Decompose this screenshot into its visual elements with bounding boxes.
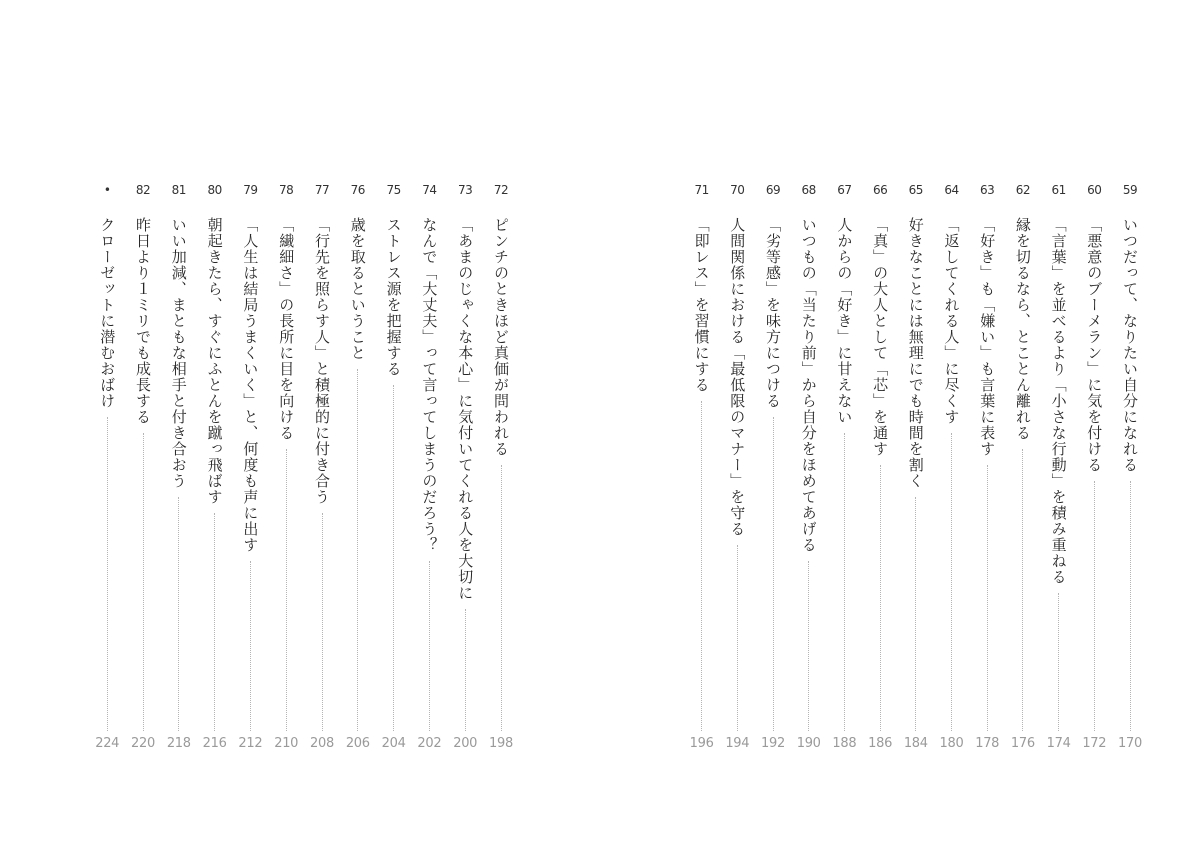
toc-entry-page-number: 212 (238, 736, 263, 751)
dotted-leader (357, 369, 358, 731)
dotted-leader (773, 417, 774, 731)
toc-entry[interactable] (166, 183, 192, 753)
toc-entry-page-number: 190 (796, 736, 821, 751)
toc-entry-number: 81 (171, 183, 186, 197)
dotted-leader (1130, 481, 1131, 731)
toc-entry-page-number: 210 (274, 736, 299, 751)
toc-entry[interactable] (273, 183, 299, 753)
dotted-leader (915, 497, 916, 731)
toc-entry[interactable] (974, 183, 1000, 753)
toc-entry-number: 68 (801, 183, 816, 197)
toc-entry-number: 69 (765, 183, 781, 197)
toc-entry[interactable] (416, 183, 442, 753)
dotted-leader (1094, 481, 1095, 731)
dotted-leader (701, 401, 702, 731)
toc-entry-number: 80 (207, 183, 222, 197)
toc-entry-title: 縁を切るなら、とことん離れる (1013, 217, 1032, 441)
toc-entry[interactable] (831, 183, 857, 753)
toc-entry[interactable] (237, 183, 263, 753)
toc-entry-number: 63 (980, 183, 995, 197)
toc-entry-number: 73 (458, 183, 473, 197)
toc-entry[interactable] (1117, 183, 1143, 753)
toc-entry-page-number: 172 (1082, 736, 1107, 751)
toc-entry[interactable] (452, 183, 478, 753)
right-page (600, 0, 1200, 868)
toc-entry-page-number: 180 (939, 736, 964, 751)
toc-entry[interactable] (488, 183, 514, 753)
dotted-leader (880, 465, 881, 731)
dotted-leader (1058, 593, 1059, 731)
toc-entry-title: 「繊細さ」の長所に目を向ける (277, 217, 296, 441)
toc-entry-title: いい加減、まともな相手と付き合おう (169, 217, 188, 489)
toc-entry-number: 71 (694, 183, 709, 197)
toc-entry-title: 「好き」も「嫌い」も言葉に表す (978, 217, 997, 457)
toc-entry-number: 67 (837, 183, 852, 197)
dotted-leader (429, 561, 430, 731)
toc-entry-title: 「返してくれる人」に尽くす (942, 217, 961, 425)
toc-entry-page-number: 196 (689, 736, 714, 751)
dotted-leader (987, 465, 988, 731)
toc-entry-title: 「即レス」を習慣にする (692, 217, 711, 393)
toc-entry[interactable] (689, 183, 715, 753)
dotted-leader (214, 513, 215, 731)
toc-entry-title: 「行先を照らす人」と積極的に付き合う (313, 217, 331, 505)
toc-entry[interactable] (724, 183, 750, 753)
toc-entry[interactable] (760, 183, 786, 753)
toc-entry-number: 75 (386, 183, 401, 197)
toc-entry-page-number: 192 (761, 736, 785, 751)
toc-entry[interactable] (345, 183, 371, 753)
toc-entry-number: 64 (944, 183, 959, 197)
toc-entry-title: 昨日より１ミリでも成長する (134, 217, 152, 425)
dotted-leader (107, 417, 108, 731)
toc-entry-title: 「言葉」を並べるより「小さな行動」を積み重ねる (1049, 217, 1068, 585)
toc-entry-page-number: 206 (345, 736, 370, 751)
toc-entry-title: 「人生は結局うまくいく」と、何度も声に出す (241, 217, 260, 553)
toc-entry-number: 79 (243, 183, 258, 197)
dotted-leader (465, 609, 466, 731)
toc-entry-page-number: 224 (95, 736, 120, 751)
toc-entry-number: 60 (1087, 183, 1102, 197)
toc-entry-title: ストレス源を把握する (384, 217, 403, 377)
toc-entry[interactable] (94, 183, 120, 753)
toc-entry-title: 「あまのじゃくな本心」に気付いてくれる人を大切に (456, 217, 475, 601)
toc-entry-number: 66 (872, 183, 888, 197)
toc-entry-title: 好きなことには無理にでも時間を割く (906, 217, 925, 489)
toc-entry[interactable] (903, 183, 929, 753)
dotted-leader (501, 465, 502, 731)
toc-entry-title: 朝起きたら、すぐにふとんを蹴っ飛ばす (205, 217, 224, 505)
dotted-leader (808, 561, 809, 731)
toc-entry-title: ピンチのときほど真価が問われる (492, 217, 510, 457)
toc-entry-title: いつだって、なりたい自分になれる (1121, 217, 1139, 473)
toc-entry-page-number: 218 (166, 736, 191, 751)
toc-entry[interactable] (1081, 183, 1107, 753)
toc-entry-page-number: 176 (1010, 736, 1035, 751)
dotted-leader (143, 433, 144, 731)
toc-entry-page-number: 200 (453, 736, 478, 751)
toc-entry-page-number: 186 (868, 736, 893, 751)
toc-entry[interactable] (202, 183, 228, 753)
toc-entry-title: いつもの「当たり前」から自分をほめてあげる (799, 217, 818, 553)
toc-entry-number: 78 (279, 183, 294, 197)
toc-entry-page-number: 178 (975, 736, 1000, 751)
toc-entry-title: 「劣等感」を味方につける (764, 217, 782, 409)
toc-entry-number: 62 (1015, 183, 1031, 197)
toc-entry[interactable] (1010, 183, 1036, 753)
dotted-leader (250, 561, 251, 731)
toc-entry-title: 歳を取るということ (348, 217, 367, 361)
toc-entry-title: 人間関係における「最低限のマナー」を守る (728, 217, 747, 537)
dotted-leader (178, 497, 179, 731)
toc-entry-page-number: 216 (202, 736, 227, 751)
toc-entry-number: 59 (1122, 183, 1138, 197)
dotted-leader (322, 513, 323, 731)
dotted-leader (286, 449, 287, 731)
toc-entry[interactable] (939, 183, 965, 753)
toc-entry-page-number: 208 (310, 736, 334, 751)
toc-entry-number: 77 (314, 183, 330, 197)
toc-entry-title: 「真」の大人として「芯」を通す (871, 217, 890, 457)
toc-entry[interactable] (381, 183, 407, 753)
toc-entry-title: 人からの「好き」に甘えない (835, 217, 854, 425)
toc-entry-number: 70 (730, 183, 745, 197)
toc-entry-page-number: 202 (417, 736, 442, 751)
toc-entry-number: • (103, 183, 111, 197)
dotted-leader (393, 385, 394, 731)
toc-entry-page-number: 188 (832, 736, 857, 751)
toc-entry-page-number: 184 (903, 736, 928, 751)
dotted-leader (951, 433, 952, 731)
dotted-leader (1022, 449, 1023, 731)
toc-entry[interactable] (1046, 183, 1072, 753)
toc-entry[interactable] (796, 183, 822, 753)
toc-entry-page-number: 220 (131, 736, 155, 751)
toc-entry-page-number: 204 (381, 736, 406, 751)
toc-entry-number: 76 (350, 183, 365, 197)
toc-entry-page-number: 174 (1046, 736, 1071, 751)
toc-entry-title: クローゼットに潜むおばけ (98, 217, 117, 409)
toc-entry-number: 72 (493, 183, 509, 197)
toc-entry-title: 「悪意のブーメラン」に気を付ける (1085, 217, 1104, 473)
toc-entry[interactable] (130, 183, 156, 753)
toc-entry-page-number: 198 (489, 736, 513, 751)
toc-entry-page-number: 194 (725, 736, 750, 751)
dotted-leader (844, 433, 845, 731)
dotted-leader (737, 545, 738, 731)
toc-entry-number: 82 (135, 183, 151, 197)
toc-entry-number: 65 (908, 183, 923, 197)
toc-entry[interactable] (309, 183, 335, 753)
toc-entry-page-number: 170 (1118, 736, 1142, 751)
toc-entry[interactable] (867, 183, 893, 753)
toc-entry-number: 74 (422, 183, 437, 197)
toc-entry-title: なんで「大丈夫」って言ってしまうのだろう？ (420, 217, 439, 553)
toc-entry-number: 61 (1051, 183, 1066, 197)
